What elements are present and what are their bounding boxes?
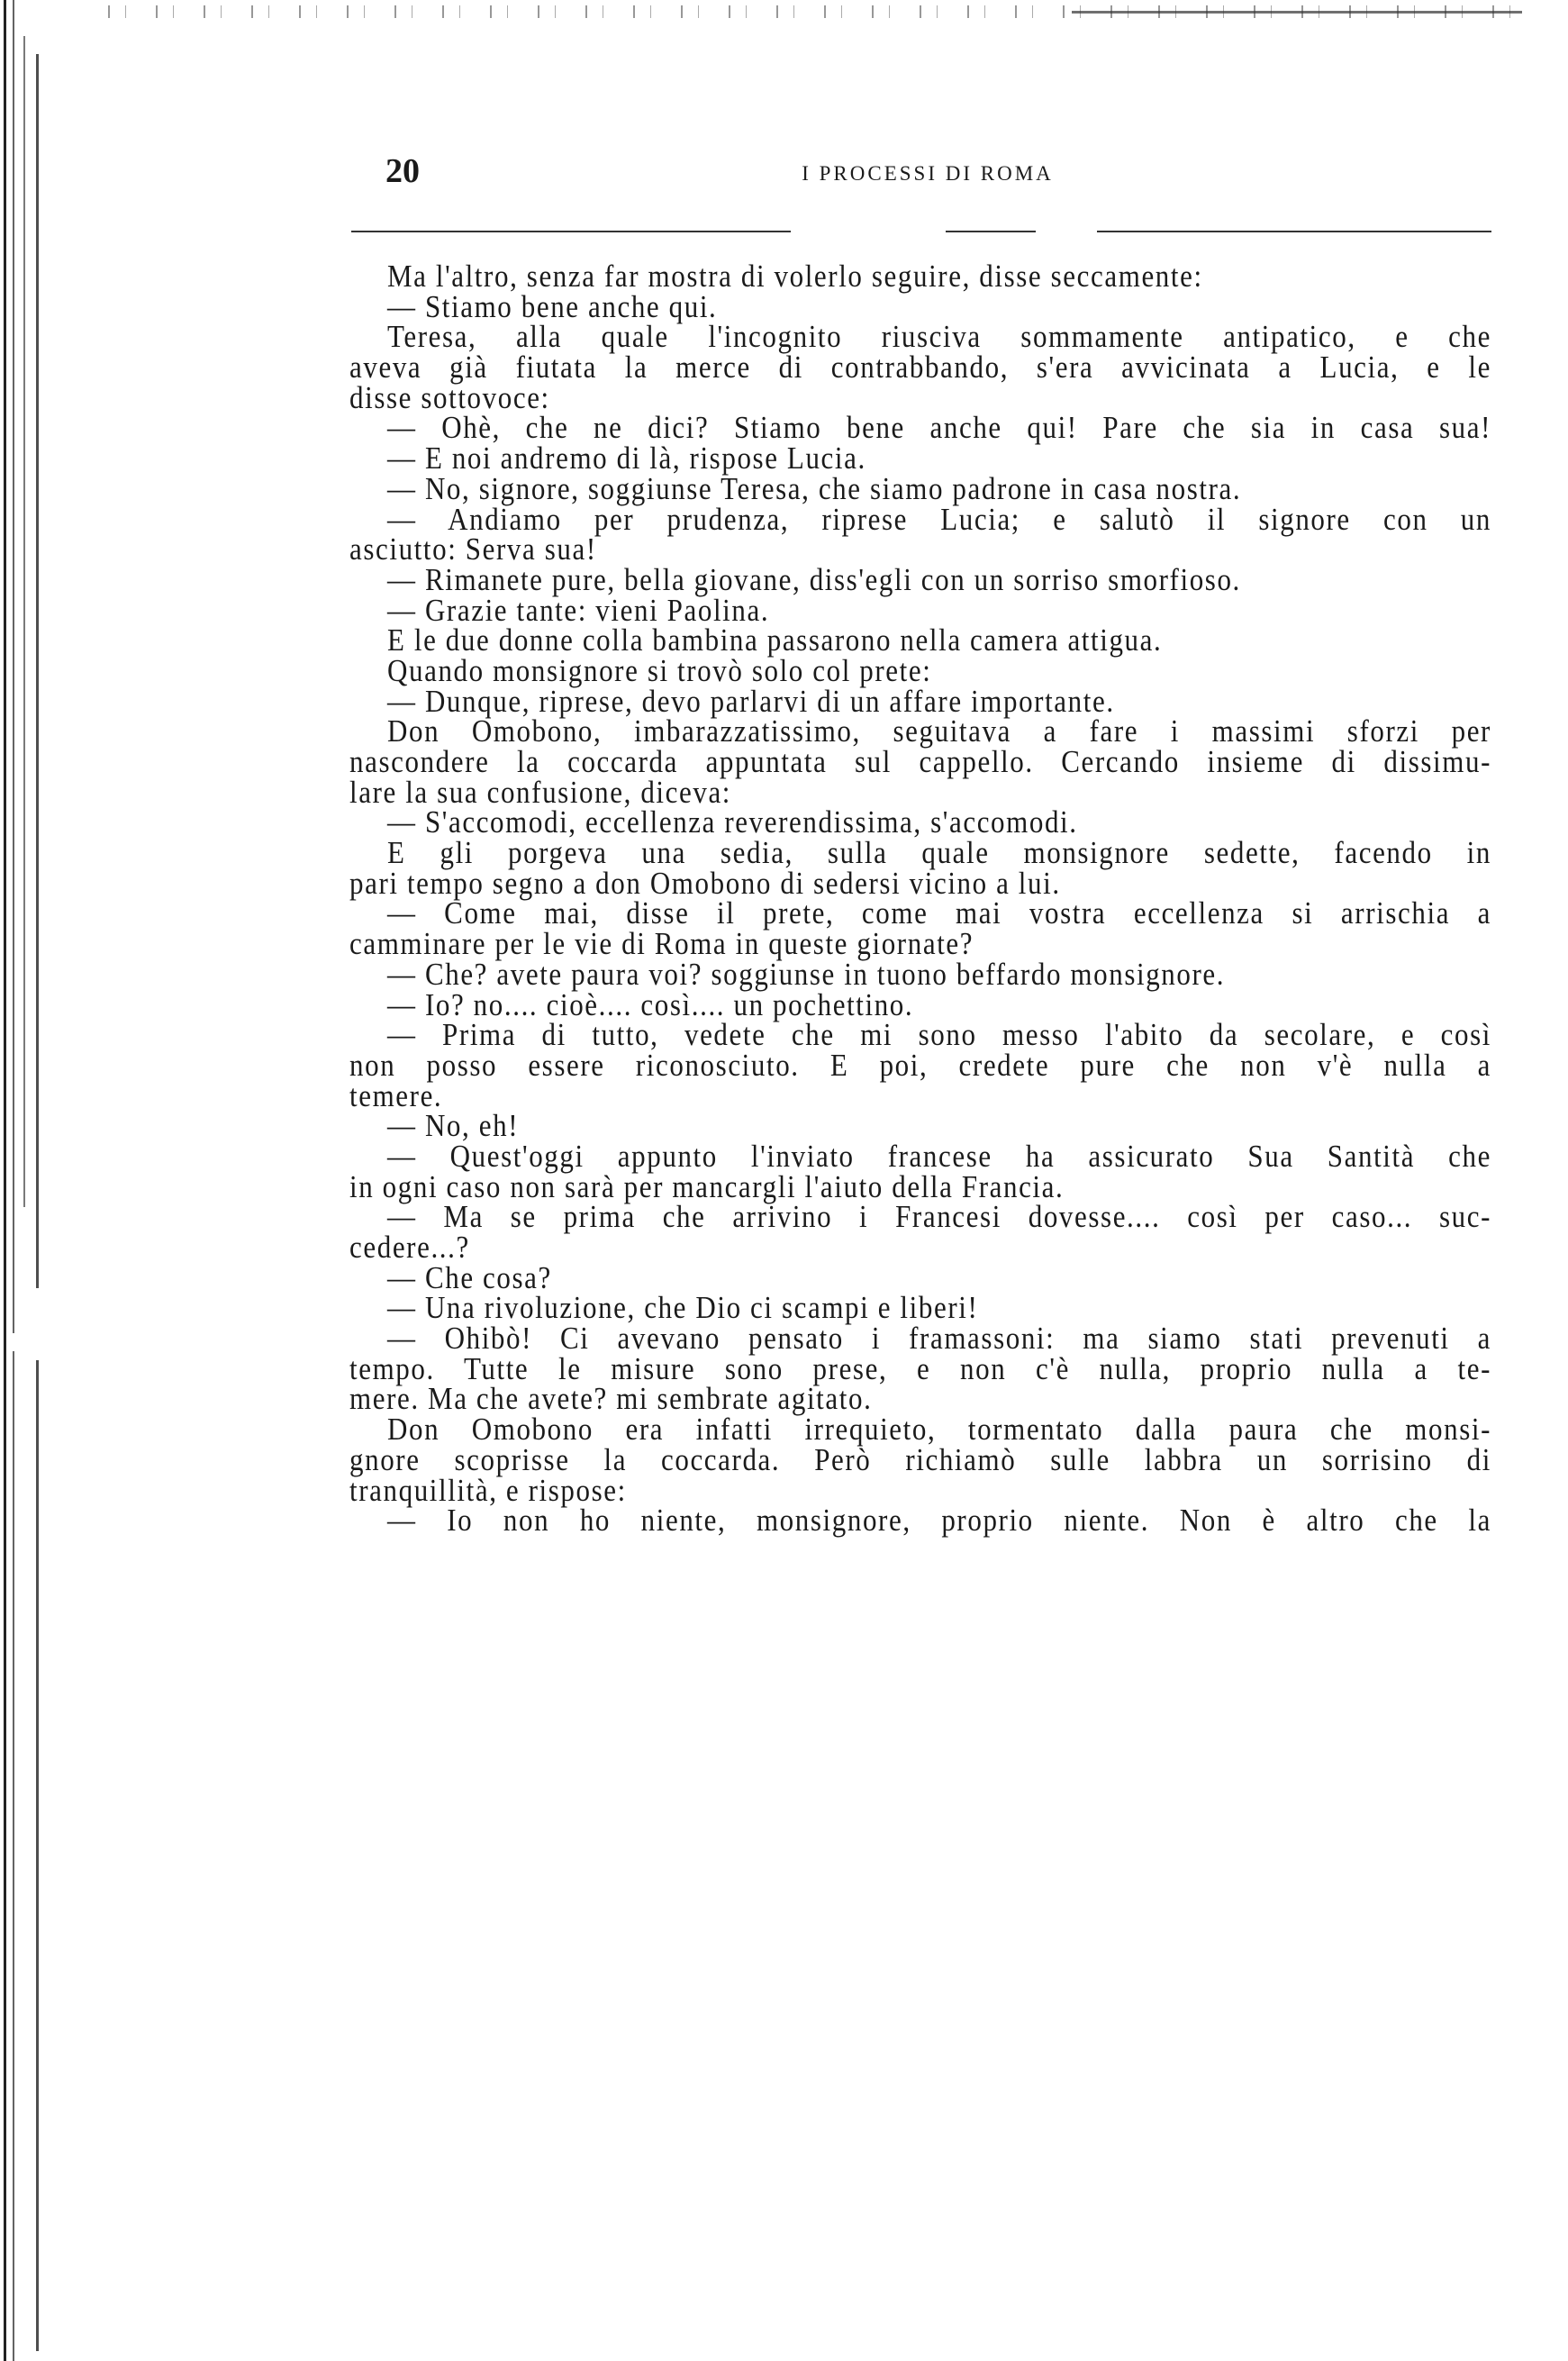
header-rule <box>946 231 1036 232</box>
text-line: Quando monsignore si trovò solo col prete: <box>387 652 932 688</box>
text-line: camminare per le vie di Roma in queste giornate? <box>349 925 974 962</box>
text-line: — Che cosa? <box>387 1259 552 1295</box>
text-line: — Grazie tante: vieni Paolina. <box>387 592 770 628</box>
scan-edge-artifact <box>36 1360 39 2351</box>
text-line: — Ohè, che ne dici? Stiamo bene anche qui! Pare che sia in casa sua! <box>387 411 1491 446</box>
text-line: E le due donne colla bambina passarono nella camera attigua. <box>387 622 1163 658</box>
text-line: — E noi andremo di là, rispose Lucia. <box>387 440 866 477</box>
text-line: pari tempo segno a don Omobono di sedersi vicino a lui. <box>349 865 1061 901</box>
scan-edge-artifact <box>13 1351 14 2361</box>
text-line: non posso essere riconosciuto. E poi, credete pure che non v'è nulla a <box>349 1048 1491 1083</box>
header-rule <box>351 231 791 232</box>
header-rule <box>1097 231 1491 232</box>
body-text <box>349 258 1491 1538</box>
text-line: asciutto: Serva sua! <box>349 531 597 568</box>
text-line: — Io? no.... cioè.... così.... un pochettino. <box>387 986 914 1022</box>
scan-top-noise <box>1072 11 1522 14</box>
text-line: aveva già fiutata la merce di contrabbando, s'era avvicinata a Lucia, e le <box>349 350 1491 385</box>
text-line: — Dunque, riprese, devo parlarvi di un affare importante. <box>387 683 1115 719</box>
text-line: gnore scoprisse la coccarda. Però richiamò sulle labbra un sorrisino di <box>349 1442 1491 1477</box>
text-line: — Rimanete pure, bella giovane, diss'egli con un sorriso smorfioso. <box>387 561 1241 597</box>
scan-edge-artifact <box>4 0 6 2361</box>
text-line: — Andiamo per prudenza, riprese Lucia; e salutò il signore con un <box>387 502 1491 537</box>
scan-edge-artifact <box>23 36 25 1207</box>
text-line: — Io non ho niente, monsignore, proprio niente. Non è altro che la <box>387 1503 1491 1538</box>
text-line: tranquillità, e rispose: <box>349 1472 627 1508</box>
text-line: nascondere la coccarda appuntata sul cappello. Cercando insieme di dissimu- <box>349 744 1491 779</box>
text-line: — Quest'oggi appunto l'inviato francese ha assicurato Sua Santità che <box>387 1139 1491 1174</box>
text-line: — Come mai, disse il prete, come mai vostra eccellenza si arrischia a <box>387 896 1491 931</box>
text-line: Don Omobono era infatti irrequieto, tormentato dalla paura che monsi- <box>387 1412 1491 1447</box>
running-title: I PROCESSI DI ROMA <box>802 162 1054 185</box>
text-line: — Ma se prima che arrivino i Francesi dovesse.... così per caso... suc- <box>387 1200 1491 1235</box>
text-line: — No, signore, soggiunse Teresa, che siamo padrone in casa nostra. <box>387 470 1242 506</box>
text-line: temere. <box>349 1077 443 1113</box>
text-line: — S'accomodi, eccellenza reverendissima, s'accomodi. <box>387 804 1078 840</box>
text-line: Ma l'altro, senza far mostra di volerlo seguire, disse seccamente: <box>387 258 1203 295</box>
scan-edge-artifact <box>36 54 39 1288</box>
text-line: Don Omobono, imbarazzatissimo, seguitava a fare i massimi sforzi per <box>387 714 1491 749</box>
text-line: — Prima di tutto, vedete che mi sono messo l'abito da secolare, e così <box>387 1018 1491 1052</box>
text-line: cedere...? <box>349 1229 470 1266</box>
text-line: Teresa, alla quale l'incognito riusciva sommamente antipatico, e che <box>387 320 1491 355</box>
text-line: mere. Ma che avete? mi sembrate agitato. <box>349 1381 873 1417</box>
page-number: 20 <box>385 152 420 190</box>
text-line: — Ohibò! Ci avevano pensato i framassoni: ma siamo stati prevenuti a <box>387 1321 1491 1356</box>
text-line: — Stiamo bene anche qui. <box>387 288 718 324</box>
text-line: E gli porgeva una sedia, sulla quale monsignore sedette, facendo in <box>387 836 1491 870</box>
text-line: tempo. Tutte le misure sono prese, e non c'è nulla, proprio nulla a te- <box>349 1351 1491 1386</box>
text-line: disse sottovoce: <box>349 379 550 415</box>
text-line: lare la sua confusione, diceva: <box>349 774 732 810</box>
text-line: — Che? avete paura voi? soggiunse in tuono beffardo monsignore. <box>387 956 1226 992</box>
text-line: in ogni caso non sarà per mancargli l'aiuto della Francia. <box>349 1168 1065 1204</box>
scan-edge-artifact <box>13 0 14 1333</box>
text-line: — Una rivoluzione, che Dio ci scampi e liberi! <box>387 1290 979 1326</box>
text-line: — No, eh! <box>387 1108 520 1144</box>
